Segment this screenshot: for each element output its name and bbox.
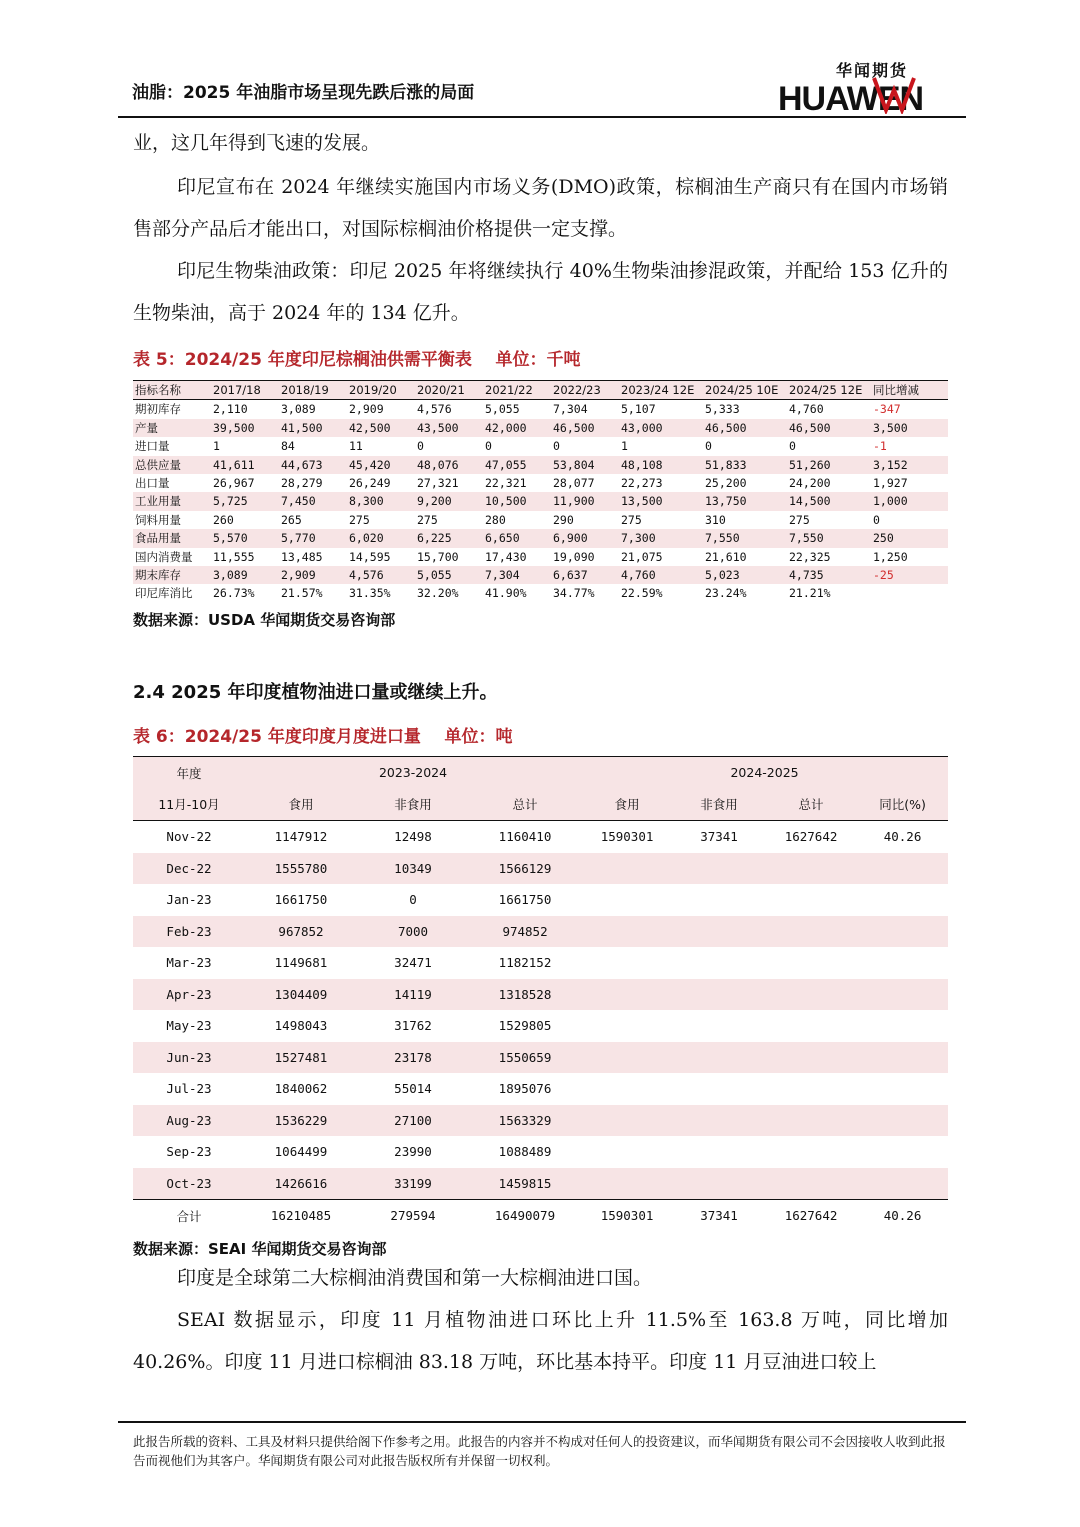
table5-cell: 84 (281, 439, 295, 454)
table6-cell (857, 1042, 948, 1074)
table5-cell: 7,550 (787, 529, 871, 547)
table6-cell (581, 1010, 673, 1042)
table6-cell (581, 884, 673, 916)
table5-cell: 48,108 (619, 456, 703, 474)
header-period-2024-2025: 2024-2025 (581, 757, 948, 789)
footer-disclaimer: 此报告所载的资料、工具及材料只提供给阁下作参考之用。此报告的内容并不构成对任何人的投资建议，而华闻期货有限公司不会因接收人收到此报告而视他们为其客户。华闻期货有限公司对此报告版权所有并保留一切权利。 (133, 1434, 946, 1468)
table5-cell: 26.73% (213, 586, 255, 601)
table5-header-cell: 2020/21 (415, 381, 483, 400)
table6-cell: 16490079 (469, 1200, 581, 1232)
table5-cell: 10,500 (483, 492, 551, 510)
table5-cell: 44,673 (279, 456, 347, 474)
table5-cell: 53,804 (551, 456, 619, 474)
table6-cell: 37341 (673, 1200, 765, 1232)
table6-cell: 1661750 (274, 892, 328, 908)
header-total-2: 总计 (765, 789, 857, 821)
table5-cell: 5,107 (621, 402, 656, 417)
table6-cell (857, 853, 948, 885)
table6-cell: Apr-23 (133, 979, 245, 1011)
table5-cell: 0 (705, 439, 712, 454)
table5-cell: 21.57% (281, 586, 323, 601)
table5-cell: 19,090 (553, 549, 595, 564)
table6-cell: 1304409 (245, 979, 357, 1011)
table6-cell (765, 1105, 857, 1137)
paragraph-dmo-policy: 印尼宣布在 2024 年继续实施国内市场义务(DMO)政策，棕榈油生产商只有在国内市场销售部分产品后才能出口，对国际棕榈油价格提供一定支撑。 (133, 176, 948, 240)
table5-cell: 5,770 (279, 529, 347, 547)
table-row (133, 474, 948, 492)
logo-wordmark-text: HUAWEN (778, 80, 924, 114)
table5-cell: 6,650 (483, 529, 551, 547)
table-row (133, 916, 948, 948)
table5-cell: 14,595 (349, 549, 391, 564)
table5-cell: 0 (873, 512, 880, 527)
header-month-range: 11月-10月 (133, 789, 245, 821)
table-row (133, 1105, 948, 1137)
section-heading-2-4: 2.4 2025 年印度植物油进口量或继续上升。 (133, 682, 498, 703)
table5-cell: 7,450 (279, 492, 347, 510)
table-row (133, 947, 948, 979)
table6-cell: 40.26 (883, 829, 922, 845)
table6-cell: 31762 (394, 1018, 432, 1034)
table6-cell: 23178 (357, 1042, 469, 1074)
table5-header-cell: 2021/22 (483, 381, 551, 400)
table-row (133, 456, 948, 474)
table6-cell: 33199 (357, 1168, 469, 1200)
table6-cell: 16210485 (245, 1200, 357, 1232)
table6-cell: 1529805 (498, 1018, 552, 1034)
table5-cell: 26,249 (349, 476, 391, 491)
table5-cell: 0 (553, 439, 560, 454)
table6-cell (857, 1136, 948, 1168)
table5-cell: 32.20% (417, 586, 459, 601)
logo-chinese-text: 华闻期货 (835, 61, 908, 80)
table5-header-cell: 2019/20 (347, 381, 415, 400)
table5-header-cell: 指标名称 (133, 381, 211, 400)
table5-cell: 期初库存 (135, 402, 181, 417)
table5-header-cell: 2023/24 12E (619, 381, 703, 400)
table5-cell: 42,000 (483, 419, 551, 437)
table6-cell (765, 1010, 857, 1042)
table5-cell: 期末库存 (133, 566, 211, 584)
table5-cell: 2,909 (279, 566, 347, 584)
table5-cell: 45,420 (347, 456, 415, 474)
table-row (133, 566, 948, 584)
table5-cell: 出口量 (135, 476, 170, 491)
table6-cell (581, 916, 673, 948)
table5-cell: 15,700 (417, 549, 459, 564)
logo-wordmark (778, 74, 948, 114)
table6-cell: 32471 (394, 955, 432, 971)
table5-cell: -347 (873, 402, 901, 417)
table6-cell (765, 1042, 857, 1074)
table6-cell: 55014 (394, 1081, 432, 1097)
table5-cell: 0 (789, 439, 796, 454)
table5-cell: 7,304 (553, 402, 588, 417)
table5-cell: 275 (349, 512, 370, 527)
table5-cell: 275 (417, 512, 438, 527)
table6-cell: Jun-23 (133, 1042, 245, 1074)
india-monthly-import-table (133, 756, 948, 1232)
table6-caption: 表 6：2024/25 年度印度月度进口量 单位：吨 (133, 727, 513, 747)
table5-header-cell: 2017/18 (211, 381, 279, 400)
table6-cell (857, 1168, 948, 1200)
table5-header-cell: 2022/23 (551, 381, 619, 400)
table-row (133, 548, 948, 566)
table5-cell: 28,077 (553, 476, 595, 491)
table-row (133, 419, 948, 437)
table5-caption: 表 5：2024/25 年度印尼棕榈油供需平衡表 单位：千吨 (133, 350, 581, 370)
table5-cell: 6,900 (551, 529, 619, 547)
table5-cell: 饲料用量 (135, 512, 181, 527)
table6-cell (857, 916, 948, 948)
table6-cell: Jul-23 (166, 1081, 212, 1097)
table6-cell: 1555780 (245, 853, 357, 885)
table6-cell: 7000 (357, 916, 469, 948)
table5-cell: 6,637 (551, 566, 619, 584)
table5-cell: 13,500 (619, 492, 703, 510)
table6-cell: Aug-23 (133, 1105, 245, 1137)
header-food-2: 食用 (581, 789, 673, 821)
header-nonfood-1: 非食用 (357, 789, 469, 821)
header-period-2023-2024: 2023-2024 (245, 757, 581, 789)
table6-cell: 1895076 (498, 1081, 552, 1097)
table6-body (133, 757, 948, 1232)
table6-cell (581, 979, 673, 1011)
table5-header-cell: 2018/19 (279, 381, 347, 400)
table6-cell: 27100 (357, 1105, 469, 1137)
table6-cell (673, 1136, 765, 1168)
table5-cell: 51,833 (703, 456, 787, 474)
table5-cell: 9,200 (415, 492, 483, 510)
table5-cell: 4,576 (417, 402, 452, 417)
table5-cell: 进口量 (135, 439, 170, 454)
table6-cell (581, 947, 673, 979)
header-year: 年度 (133, 757, 245, 789)
table6-cell: Jan-23 (166, 892, 212, 908)
table6-cell (765, 1136, 857, 1168)
table6-cell: 1627642 (765, 1200, 857, 1232)
table6-cell: 40.26 (857, 1200, 948, 1232)
table5-header-row (133, 381, 948, 400)
table5-cell: 26,967 (213, 476, 255, 491)
table6-cell: 1527481 (245, 1042, 357, 1074)
table5-source: 数据来源：USDA 华闻期货交易咨询部 (133, 611, 396, 629)
paragraph-biodiesel-policy: 印尼生物柴油政策：印尼 2025 年将继续执行 40%生物柴油掺混政策，并配给 153 亿升的生物柴油，高于 2024 年的 134 亿升。 (133, 260, 948, 324)
table5-cell: 4,760 (789, 402, 824, 417)
table6-cell (765, 947, 857, 979)
table-row (133, 1010, 948, 1042)
table5-cell: 4,760 (619, 566, 703, 584)
paragraph-india-consumer: 印度是全球第二大棕榈油消费国和第一大棕榈油进口国。 (177, 1267, 653, 1289)
table6-cell: 1160410 (498, 829, 552, 845)
table5-cell: 1 (213, 439, 220, 454)
table6-cell: Oct-23 (133, 1168, 245, 1200)
table5-cell: 275 (789, 512, 810, 527)
table6-cell: 1627642 (784, 829, 838, 845)
table5-header-cell: 2024/25 10E (703, 381, 787, 400)
table6-cell: 10349 (357, 853, 469, 885)
table6-cell: 1318528 (469, 979, 581, 1011)
table6-cell: May-23 (166, 1018, 212, 1034)
indonesia-palm-oil-balance-table (133, 380, 948, 603)
table6-total-row (133, 1200, 948, 1232)
table6-cell: Sep-23 (166, 1144, 212, 1160)
table-row (133, 437, 948, 455)
table-row (133, 821, 948, 853)
table5-cell: 43,000 (619, 419, 703, 437)
table6-cell (857, 1073, 948, 1105)
table5-cell: 265 (281, 512, 302, 527)
table-row (133, 584, 948, 602)
table6-cell: 974852 (469, 916, 581, 948)
table5-cell: 3,089 (211, 566, 279, 584)
table5-cell: 250 (871, 529, 948, 547)
table5-cell: 7,304 (483, 566, 551, 584)
table6-cell: 37341 (700, 829, 738, 845)
table5-cell: 1,927 (873, 476, 908, 491)
table6-cell (673, 1168, 765, 1200)
table5-cell: 41,500 (279, 419, 347, 437)
table5-cell: 51,260 (787, 456, 871, 474)
table6-cell: 1563329 (469, 1105, 581, 1137)
table6-cell (765, 853, 857, 885)
table5-cell: 275 (621, 512, 642, 527)
table-row (133, 529, 948, 547)
table5-cell: 4,576 (347, 566, 415, 584)
table5-cell: 31.35% (349, 586, 391, 601)
table6-cell (857, 1105, 948, 1137)
table5-cell: -1 (873, 439, 887, 454)
table5-cell: 24,200 (789, 476, 831, 491)
table6-cell (765, 1073, 857, 1105)
table6-cell (581, 1136, 673, 1168)
header-total-1: 总计 (469, 789, 581, 821)
paragraph-seai-data: SEAI 数据显示，印度 11 月植物油进口环比上升 11.5%至 163.8 万吨，同比增加 40.26%。印度 11 月进口棕榈油 83.18 万吨，环比基本持平。印度 11 月豆油进口较上 (133, 1309, 948, 1373)
table5-cell: 14,500 (787, 492, 871, 510)
table6-cell: 0 (409, 892, 417, 908)
table6-cell: 1590301 (600, 829, 654, 845)
table5-cell: 3,089 (281, 402, 316, 417)
table6-cell: 12498 (394, 829, 432, 845)
header-food-1: 食用 (245, 789, 357, 821)
table6-cell: 1566129 (469, 853, 581, 885)
table5-cell: 39,500 (211, 419, 279, 437)
table6-cell: 279594 (357, 1200, 469, 1232)
table5-cell: 0 (417, 439, 424, 454)
table5-cell: 260 (213, 512, 234, 527)
table6-cell (581, 1105, 673, 1137)
table5-cell: 6,225 (415, 529, 483, 547)
table5-cell: 1,250 (873, 549, 908, 564)
table5-cell: 5,055 (485, 402, 520, 417)
table5-cell: 5,023 (703, 566, 787, 584)
table-row (133, 1073, 948, 1105)
table6-cell: Nov-22 (166, 829, 212, 845)
table5-cell: 3,152 (871, 456, 948, 474)
table5-cell: 34.77% (553, 586, 595, 601)
table6-cell (673, 947, 765, 979)
table5-cell: 0 (485, 439, 492, 454)
table6-cell: 1536229 (245, 1105, 357, 1137)
table6-cell: 1459815 (469, 1168, 581, 1200)
table5-cell: 290 (553, 512, 574, 527)
table5-cell: -25 (871, 566, 948, 584)
table6-cell (673, 979, 765, 1011)
table6-cell (857, 1010, 948, 1042)
table6-cell: 1840062 (274, 1081, 328, 1097)
table-row (133, 853, 948, 885)
header-nonfood-2: 非食用 (673, 789, 765, 821)
table-row (133, 1168, 948, 1200)
footer-divider (118, 1421, 966, 1423)
table5-cell: 46,500 (787, 419, 871, 437)
table5-cell: 11,555 (213, 549, 255, 564)
table6-cell: 1149681 (274, 955, 328, 971)
table5-body (133, 381, 948, 603)
table-row (133, 1042, 948, 1074)
table6-cell: 1550659 (469, 1042, 581, 1074)
table5-cell: 2,909 (349, 402, 384, 417)
table6-cell (673, 1073, 765, 1105)
table6-cell: 1661750 (498, 892, 552, 908)
table6-cell (765, 979, 857, 1011)
table5-cell: 28,279 (281, 476, 323, 491)
header-divider (118, 116, 966, 118)
table5-cell: 总供应量 (133, 456, 211, 474)
table5-cell: 11,900 (551, 492, 619, 510)
table5-cell: 11 (349, 439, 363, 454)
table6-cell: 1590301 (581, 1200, 673, 1232)
table5-cell: 1 (621, 439, 628, 454)
report-title: 油脂：2025 年油脂市场呈现先跌后涨的局面 (132, 83, 475, 103)
table-row (133, 884, 948, 916)
huawen-logo (778, 58, 948, 114)
table6-cell: 1147912 (274, 829, 328, 845)
table5-header-cell: 2024/25 12E (787, 381, 871, 400)
table5-cell: 48,076 (415, 456, 483, 474)
table6-cell (581, 853, 673, 885)
table6-cell: 23990 (394, 1144, 432, 1160)
table6-cell: Dec-22 (133, 853, 245, 885)
table6-cell (765, 884, 857, 916)
table6-cell (673, 916, 765, 948)
table5-cell: 25,200 (705, 476, 747, 491)
table6-cell (765, 916, 857, 948)
table5-cell: 46,500 (551, 419, 619, 437)
table6-cell (673, 1042, 765, 1074)
table5-cell: 5,333 (705, 402, 740, 417)
table5-cell: 2,110 (213, 402, 248, 417)
paragraph-continued: 业，这几年得到飞速的发展。 (133, 132, 381, 154)
table6-header-row-2 (133, 789, 948, 821)
table5-cell: 4,735 (787, 566, 871, 584)
table5-cell: 22,321 (485, 476, 527, 491)
table6-cell (673, 853, 765, 885)
table6-cell: 1498043 (274, 1018, 328, 1034)
header-yoy: 同比(%) (857, 789, 948, 821)
table5-cell: 5,055 (415, 566, 483, 584)
table5-cell: 22,273 (621, 476, 663, 491)
table5-cell: 13,485 (281, 549, 323, 564)
table6-cell (673, 1010, 765, 1042)
table6-cell (765, 1168, 857, 1200)
table6-cell (857, 884, 948, 916)
table6-cell: 1426616 (245, 1168, 357, 1200)
table-row (133, 979, 948, 1011)
table5-cell: 21,075 (621, 549, 663, 564)
table5-cell: 3,500 (871, 419, 948, 437)
table-row (133, 400, 948, 419)
table5-cell: 21.21% (789, 586, 831, 601)
table5-cell: 21,610 (705, 549, 747, 564)
table5-cell: 1,000 (871, 492, 948, 510)
table6-cell: 1064499 (274, 1144, 328, 1160)
table5-cell: 23.24% (705, 586, 747, 601)
table6-cell: 967852 (245, 916, 357, 948)
table5-cell: 5,725 (211, 492, 279, 510)
table5-cell: 7,300 (619, 529, 703, 547)
table5-cell: 13,750 (703, 492, 787, 510)
table-row (133, 511, 948, 529)
table5-cell: 280 (485, 512, 506, 527)
table5-cell: 8,300 (347, 492, 415, 510)
table6-cell (857, 979, 948, 1011)
table5-cell: 7,550 (703, 529, 787, 547)
table6-cell (673, 1105, 765, 1137)
table5-cell: 印尼库消比 (135, 586, 193, 601)
table6-cell (581, 1168, 673, 1200)
table6-source: 数据来源：SEAI 华闻期货交易咨询部 (133, 1240, 387, 1258)
table5-cell: 国内消费量 (135, 549, 193, 564)
table6-cell: 14119 (357, 979, 469, 1011)
table6-cell (581, 1042, 673, 1074)
table5-cell: 22,325 (789, 549, 831, 564)
table5-cell (871, 584, 948, 602)
table5-cell: 食品用量 (133, 529, 211, 547)
table6-cell (581, 1073, 673, 1105)
table5-cell: 42,500 (347, 419, 415, 437)
table6-cell: 1088489 (498, 1144, 552, 1160)
table6-cell: 1182152 (498, 955, 552, 971)
table6-cell (673, 884, 765, 916)
table5-cell: 工业用量 (133, 492, 211, 510)
table-row (133, 492, 948, 510)
table-row (133, 1136, 948, 1168)
table6-cell: Feb-23 (133, 916, 245, 948)
table5-cell: 310 (705, 512, 726, 527)
page-header (118, 56, 966, 118)
table5-cell: 43,500 (415, 419, 483, 437)
table6-header-row-1 (133, 757, 948, 789)
table5-cell: 5,570 (211, 529, 279, 547)
table5-cell: 17,430 (485, 549, 527, 564)
table6-cell: 合计 (133, 1200, 245, 1232)
table5-cell: 27,321 (417, 476, 459, 491)
table5-cell: 47,055 (483, 456, 551, 474)
table5-cell: 6,020 (347, 529, 415, 547)
table6-cell: Mar-23 (166, 955, 212, 971)
table5-cell: 41,611 (211, 456, 279, 474)
table6-cell (857, 947, 948, 979)
table5-cell: 41.90% (485, 586, 527, 601)
table5-cell: 产量 (133, 419, 211, 437)
table5-cell: 22.59% (621, 586, 663, 601)
table5-cell: 46,500 (703, 419, 787, 437)
table5-header-cell: 同比增减 (871, 381, 948, 400)
